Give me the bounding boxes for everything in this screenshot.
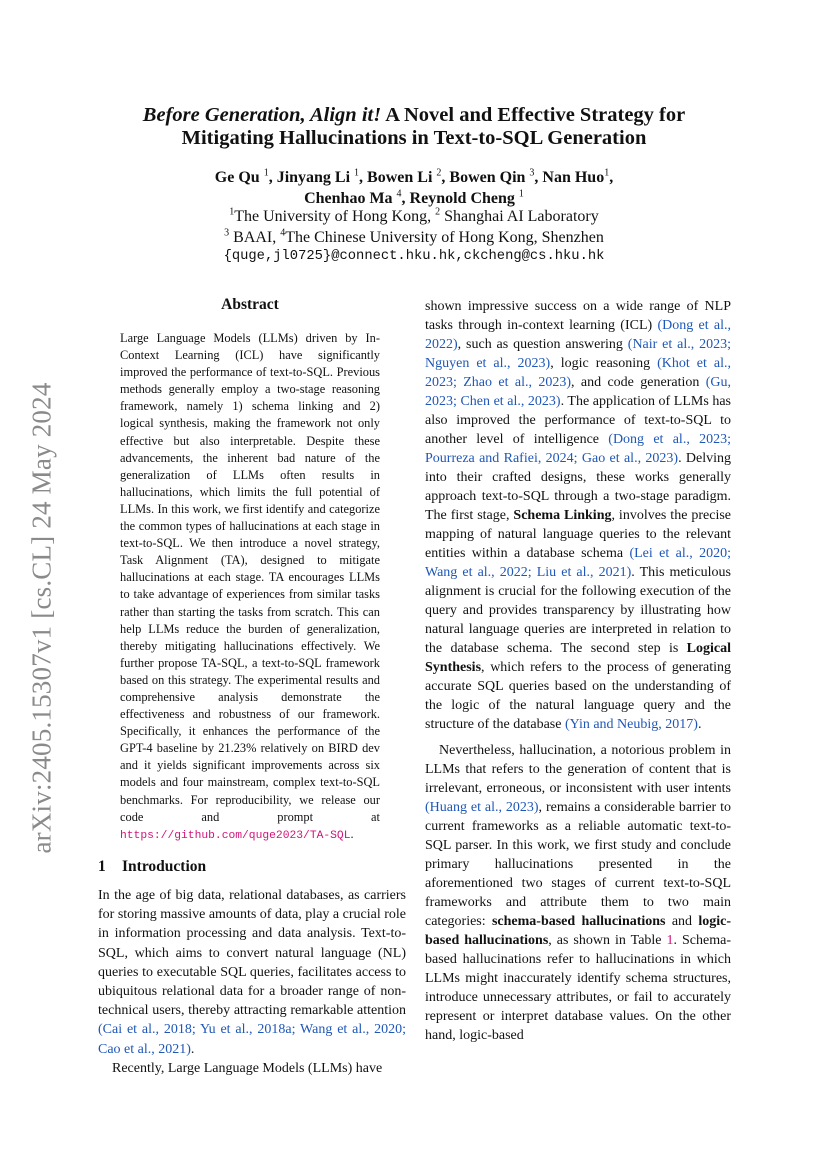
affiliation-mark: 2 [436, 167, 442, 179]
body-text: . Delving into their crafted designs, these works generally approach text-to-SQL through a two-stage paradigm. The first stage, [425, 451, 731, 523]
author-name: , Jinyang Li [268, 169, 355, 186]
affiliation-mark: 1 [354, 167, 360, 179]
introduction-left-column [98, 886, 406, 1078]
affiliation-mark: 2 [435, 206, 441, 218]
section-title: Introduction [122, 858, 207, 875]
author-emails: {quge,jl0725}@connect.hku.hk,ckcheng@cs.hku.hk [223, 249, 605, 264]
affiliation-line-2 [96, 228, 732, 248]
section-number: 1 [98, 858, 106, 875]
affiliation-text: Shanghai AI Laboratory [440, 208, 599, 225]
affiliation-text: The University of Hong Kong, [234, 208, 436, 225]
term-schema-linking: Schema Linking [513, 508, 612, 523]
arxiv-identifier-stamp [22, 358, 62, 878]
citation-link[interactable]: (Huang et al., 2023) [425, 800, 539, 815]
body-text: , involves the precise mapping of natural language queries to the relevant entities within a database schema [425, 508, 731, 561]
author-name: , Bowen Li [359, 169, 437, 186]
citation-link[interactable]: (Dong et al., 2022) [425, 318, 731, 352]
body-text: , logic reasoning [550, 356, 658, 371]
title-rest: A Novel and Effective Strategy for Mitigating Hallucinations in Text-to-SQL Generation [181, 104, 686, 149]
author-name: , Nan Huo [534, 169, 605, 186]
term-schema-based-hallucinations: schema-based hallucinations [491, 914, 666, 929]
body-text: . [190, 1041, 195, 1057]
body-text: and [665, 914, 699, 929]
arxiv-stamp-text: arXiv:2405.15307v1 [cs.CL] 24 May 2024 [26, 382, 57, 854]
affiliation-text: BAAI, [229, 229, 281, 246]
body-text: , such as question answering [457, 337, 628, 352]
citation-link[interactable]: (Nair et al., 2023; Nguyen et al., 2023) [425, 337, 731, 371]
author-list [96, 167, 732, 209]
affiliation-line-1 [96, 207, 732, 227]
body-text: , as shown in Table [548, 933, 667, 948]
author-name: , Reynold Cheng [401, 190, 519, 207]
affiliation-mark: 1 [263, 167, 269, 179]
body-text: , which refers to the process of generating accurate SQL queries based on the understanding of the logic of the natural language query and the structure of the database [425, 660, 731, 732]
citation-link[interactable]: (Dong et al., 2023; Pourreza and Rafiei, 2024; Gao et al., 2023) [425, 432, 731, 466]
abstract-text: Large Language Models (LLMs) driven by In-Context Learning (ICL) have significantly improved the performance of text-to-SQL. Previous methods generally employ a two-stage reasoning framework, namely 1) schema linking and 2) logical synthesis, making the framework not only effective but also interpretable. Despite these advancements, the inherent bad nature of the generalization of LLMs often results in hallucinations, which limits the full potential of LLMs. In this work, we first identify and categorize the common types of hallucinations at each stage in text-to-SQL. We then introduce a novel strategy, Task Alignment (TA), designed to mitigate hallucinations at each stage. TA encourages LLMs to take advantage of experiences from similar tasks rather than starting the tasks from scratch. This can help LLMs reduce the burden of generalization, thereby mitigating hallucinations effectively. We further propose TA-SQL, a text-to-SQL framework based on this strategy. The experimental results and comprehensive analysis demonstrate the effectiveness and robustness of our framework. Specifically, it enhances the performance of the GPT-4 baseline by 21.23% relatively on BIRD dev and it yields significant improvements across six models and four mainstream, complex text-to-SQL benchmarks. For reproducibility, we release our code and prompt at [120, 331, 380, 824]
abstract-text-end: . [350, 826, 354, 841]
affiliation-mark: 3 [224, 227, 230, 239]
citation-link[interactable]: (Yin and Neubig, 2017) [564, 717, 698, 732]
body-text: . The application of LLMs has also improved the performance of text-to-SQL to another level of intelligence [425, 394, 732, 447]
right-column [425, 297, 731, 1045]
body-text: Nevertheless, hallucination, a notorious problem in LLMs that refers to the generation of content that is irrelevant, erroneous, or inconsistent with user intents [425, 743, 731, 796]
affiliation-mark: 1 [229, 206, 235, 218]
abstract-body [120, 330, 380, 845]
intro-paragraph-2-continued [425, 297, 731, 734]
citation-link[interactable]: (Cai et al., 2018; Yu et al., 2018a; Wang et al., 2020; Cao et al., 2021) [98, 1022, 406, 1057]
citation-link[interactable]: (Lei et al., 2020; Wang et al., 2022; Liu et al., 2021) [425, 546, 731, 580]
title-italic: Before Generation, Align it! [142, 104, 382, 126]
body-text: . Schema-based hallucinations refer to hallucinations in which LLMs might inaccurately identify schema structures, introduce unnecessary attributes, or fail to accurately represent or interpret database values. On the other hand, logic-based [425, 933, 731, 1043]
intro-paragraph-1 [98, 886, 406, 1059]
affiliation-mark: 4 [280, 227, 286, 239]
body-text: , remains a considerable barrier to current frameworks as a reliable automatic text-to-SQL parser. In this work, we first study and conclude primary hallucinations presented in the aforementioned two stages of current text-to-SQL frameworks and attribute them to two main categories: [425, 800, 731, 929]
intro-paragraph-2-start: Recently, Large Language Models (LLMs) have [112, 1060, 383, 1076]
body-text: , and code generation [571, 375, 706, 390]
term-logic-based-hallucinations: logic-based hallucinations [425, 914, 732, 948]
body-text: In the age of big data, relational databases, as carriers for storing massive amounts of data, play a crucial role in information processing and data analysis. Text-to-SQL, which aims to convert natural language (NL) queries to executable SQL queries, facilitates access to ubiquitous relational data for a broader range of non-technical users, thereby attracting remarkable attention [98, 888, 406, 1019]
term-logical-synthesis: Logical Synthesis [425, 641, 731, 675]
paper-title [96, 104, 732, 150]
affiliation-mark: 1 [518, 188, 524, 200]
author-name: , Bowen Qin [441, 169, 530, 186]
affiliation-mark: 4 [396, 188, 402, 200]
affiliation-mark: 3 [529, 167, 535, 179]
body-text: . This meticulous alignment is crucial for the following execution of the query and provides transparency by illustrating how natural language queries are interpreted in relation to the database schema. The second step is [425, 565, 731, 656]
citation-link[interactable]: (Khot et al., 2023; Zhao et al., 2023) [425, 356, 731, 390]
citation-link[interactable]: (Gu, 2023; Chen et al., 2023) [425, 375, 731, 409]
body-text: . [697, 717, 702, 732]
author-name: Ge Qu [214, 169, 264, 186]
abstract-heading: Abstract [221, 296, 279, 313]
affiliation-text: The Chinese University of Hong Kong, Shenzhen [285, 229, 604, 246]
affiliation-mark: 1 [604, 167, 610, 179]
body-text: shown impressive success on a wide range of NLP tasks through in-context learning (ICL) [425, 299, 731, 333]
table-reference-link[interactable]: 1 [666, 933, 674, 948]
code-repository-link[interactable]: https://github.com/quge2023/TA-SQL [120, 829, 351, 842]
author-separator: , [609, 169, 614, 186]
section-heading-introduction [98, 858, 408, 876]
intro-paragraph-3 [425, 741, 731, 1045]
author-name: Chenhao Ma [304, 190, 397, 207]
